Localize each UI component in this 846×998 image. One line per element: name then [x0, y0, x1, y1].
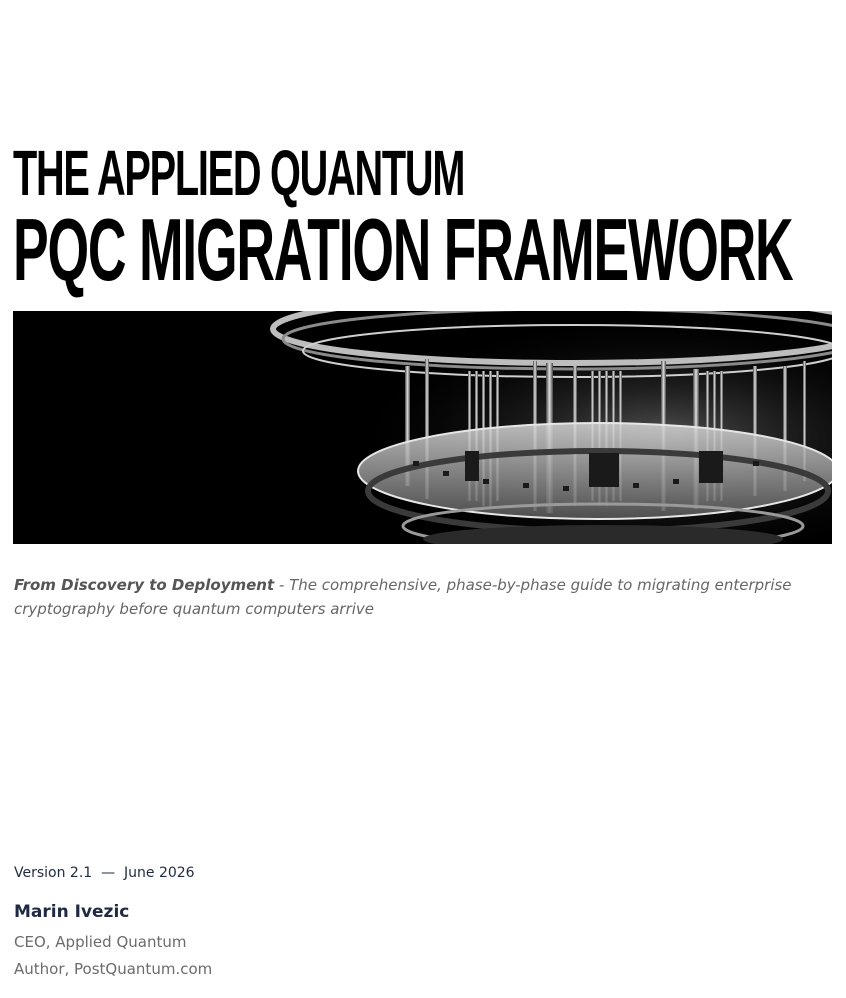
- author-name: Marin Ivezic: [14, 902, 130, 922]
- author-role: CEO, Applied Quantum: [14, 933, 187, 951]
- subtitle: [14, 573, 814, 621]
- version-separator: —: [101, 865, 116, 881]
- subtitle-rest: - The comprehensive, phase-by-phase guide to migrating enterprise cryptography before quantum computers arrive: [14, 576, 792, 618]
- quantum-computer-image: [13, 311, 832, 544]
- author-role: Author, PostQuantum.com: [14, 960, 213, 978]
- version-date: June 2026: [124, 865, 195, 881]
- title-line-2: PQC MIGRATION FRAMEWORK: [13, 200, 793, 299]
- title-line-1: THE APPLIED QUANTUM: [13, 137, 465, 209]
- version-number: Version 2.1: [14, 865, 93, 881]
- subtitle-lead: From Discovery to Deployment: [14, 576, 275, 594]
- version-line: [14, 865, 195, 881]
